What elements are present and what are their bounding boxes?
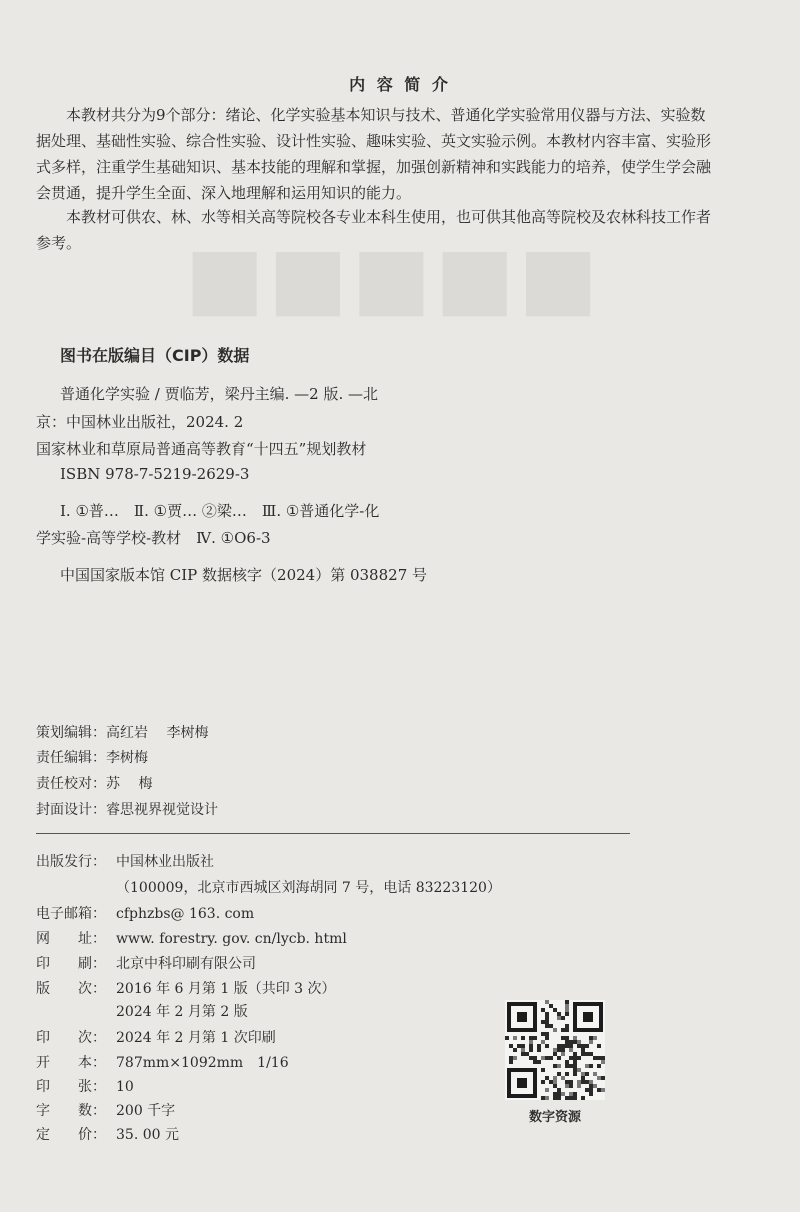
qr-module	[553, 1076, 557, 1080]
qr-module	[573, 1036, 577, 1040]
qr-module	[529, 1048, 533, 1052]
publisher-label: 出版发行：	[36, 854, 106, 870]
qr-module	[537, 1048, 541, 1052]
qr-module	[581, 1072, 585, 1076]
qr-module	[541, 1008, 545, 1012]
qr-module	[517, 1044, 521, 1048]
qr-module	[585, 1052, 589, 1056]
qr-module	[565, 1064, 569, 1068]
qr-module	[585, 1044, 589, 1048]
website-value: www. forestry. gov. cn/lycb. html	[116, 931, 347, 947]
qr-module	[601, 1088, 605, 1092]
qr-module	[593, 1056, 597, 1060]
cip-classification-1: Ⅰ. ①普… Ⅱ. ①贾… ②梁… Ⅲ. ①普通化学-化	[60, 502, 380, 520]
qr-module	[553, 1052, 557, 1056]
qr-module	[509, 1060, 513, 1064]
qr-module	[561, 1092, 565, 1096]
edition-second: 2024 年 2 月第 2 版	[116, 1004, 248, 1020]
qr-module	[553, 1080, 557, 1084]
summary-line: 据处理、基础性实验、综合性实验、设计性实验、趣味实验、英文实验示例。本教材内容丰富、实验形	[36, 132, 712, 150]
qr-module	[581, 1044, 585, 1048]
sheets-row	[36, 1076, 134, 1096]
qr-module	[573, 1064, 577, 1068]
qr-module	[545, 1036, 549, 1040]
qr-module	[557, 1056, 561, 1060]
qr-module	[577, 1044, 581, 1048]
qr-module	[505, 1036, 509, 1040]
qr-module	[565, 1028, 569, 1032]
qr-label: 数字资源	[528, 1110, 581, 1125]
credit-row	[36, 722, 208, 742]
qr-module	[553, 1064, 557, 1068]
cip-classification-2: 学实验-高等学校-教材 Ⅳ. ①O6-3	[36, 529, 271, 547]
impression-row	[36, 1027, 276, 1047]
qr-module	[545, 1000, 549, 1004]
printer-value: 北京中科印刷有限公司	[116, 956, 256, 972]
format-row	[36, 1052, 289, 1072]
qr-module	[557, 1092, 561, 1096]
qr-module	[545, 1056, 549, 1060]
qr-module	[561, 1076, 565, 1080]
bleed-through-decoration: ■■■■■	[185, 228, 602, 326]
qr-module	[537, 1060, 541, 1064]
qr-module	[529, 1044, 533, 1048]
qr-module	[565, 1000, 569, 1004]
qr-module	[565, 1024, 569, 1028]
qr-module	[565, 1004, 569, 1008]
qr-module	[601, 1076, 605, 1080]
credit-label: 封面设计：	[36, 802, 106, 818]
edition-row	[36, 978, 336, 998]
qr-module	[569, 1044, 573, 1048]
qr-module	[545, 1096, 549, 1100]
qr-module	[557, 1096, 561, 1100]
credit-value: 高红岩 李树梅	[106, 725, 209, 741]
qr-module	[557, 1072, 561, 1076]
credit-value: 李树梅	[106, 750, 148, 766]
qr-module	[601, 1056, 605, 1060]
qr-module	[585, 1064, 589, 1068]
cip-series: 国家林业和草原局普通高等教育“十四五”规划教材	[36, 440, 367, 458]
qr-module	[573, 1068, 577, 1072]
qr-module	[557, 1048, 561, 1052]
qr-module	[561, 1028, 565, 1032]
qr-module	[569, 1080, 573, 1084]
qr-module	[545, 1044, 549, 1048]
qr-module	[557, 1064, 561, 1068]
qr-module	[597, 1064, 601, 1068]
qr-module	[565, 1012, 569, 1016]
qr-module	[577, 1084, 581, 1088]
qr-module	[521, 1036, 525, 1040]
qr-module	[573, 1096, 577, 1100]
summary-line: 会贯通，提升学生全面、深入地理解和运用知识的能力。	[36, 184, 412, 202]
qr-module	[565, 1096, 569, 1100]
qr-module	[593, 1072, 597, 1076]
qr-module	[553, 1028, 557, 1032]
words-label: 字 数：	[36, 1103, 106, 1119]
credit-label: 责任校对：	[36, 776, 106, 792]
qr-module	[557, 1044, 561, 1048]
sheets-value: 10	[116, 1079, 134, 1095]
words-row	[36, 1100, 175, 1120]
qr-module	[593, 1036, 597, 1040]
qr-module	[565, 1036, 569, 1040]
format-value: 787mm×1092mm 1/16	[116, 1055, 289, 1071]
credit-value: 睿思视界视觉设计	[106, 802, 218, 818]
qr-module	[541, 1040, 545, 1044]
qr-module	[565, 1084, 569, 1088]
qr-module	[565, 1040, 569, 1044]
summary-title: 内 容 简 介	[349, 75, 451, 94]
qr-module	[597, 1044, 601, 1048]
qr-module	[577, 1040, 581, 1044]
qr-module	[589, 1080, 593, 1084]
impression-label: 印 次：	[36, 1030, 106, 1046]
divider	[36, 833, 630, 834]
qr-module	[561, 1052, 565, 1056]
qr-module	[529, 1036, 533, 1040]
qr-module	[557, 1016, 561, 1020]
credit-label: 责任编辑：	[36, 750, 106, 766]
qr-module	[509, 1056, 513, 1060]
qr-module	[545, 1020, 549, 1024]
qr-module	[545, 1016, 549, 1020]
summary-paragraph-2	[36, 204, 776, 256]
email-value: cfphzbs@ 163. com	[116, 906, 255, 922]
credit-label: 策划编辑：	[36, 725, 106, 741]
summary-line: 式多样，注重学生基础知识、基本技能的理解和掌握，加强创新精神和实践能力的培养，使学生学会融	[36, 158, 712, 176]
qr-module	[573, 1060, 577, 1064]
qr-module	[565, 1008, 569, 1012]
qr-module	[577, 1068, 581, 1072]
qr-module	[533, 1036, 537, 1040]
qr-module	[525, 1052, 529, 1056]
publisher-address: （100009，北京市西城区刘海胡同 7 号，电话 83223120）	[116, 880, 501, 896]
website-label: 网 址：	[36, 931, 106, 947]
qr-module	[509, 1044, 513, 1048]
qr-module	[589, 1092, 593, 1096]
summary-line: 参考。	[36, 234, 82, 252]
qr-module	[589, 1052, 593, 1056]
qr-module	[513, 1048, 517, 1052]
price-value: 35. 00 元	[116, 1127, 179, 1143]
qr-module	[521, 1052, 525, 1056]
qr-module	[541, 1068, 545, 1072]
qr-module	[569, 1092, 573, 1096]
publisher-row	[36, 851, 214, 871]
qr-module	[585, 1072, 589, 1076]
summary-paragraph-1	[36, 102, 776, 206]
qr-module	[589, 1064, 593, 1068]
qr-module	[529, 1040, 533, 1044]
qr-module	[537, 1044, 541, 1048]
qr-module	[601, 1060, 605, 1064]
qr-module	[561, 1044, 565, 1048]
credit-row	[36, 773, 152, 793]
qr-module	[557, 1012, 561, 1016]
qr-module	[561, 1048, 565, 1052]
cip-title: 图书在版编目（CIP）数据	[60, 346, 250, 365]
qr-module	[577, 1056, 581, 1060]
qr-module	[581, 1048, 585, 1052]
qr-module	[569, 1040, 573, 1044]
printer-row	[36, 953, 256, 973]
qr-module	[581, 1052, 585, 1056]
cip-isbn: ISBN 978-7-5219-2629-3	[60, 465, 250, 483]
qr-module	[561, 1016, 565, 1020]
qr-module	[565, 1080, 569, 1084]
qr-module	[565, 1044, 569, 1048]
qr-module	[573, 1040, 577, 1044]
credit-row	[36, 799, 218, 819]
qr-module	[545, 1012, 549, 1016]
sheets-label: 印 张：	[36, 1079, 106, 1095]
qr-module	[593, 1084, 597, 1088]
qr-module	[513, 1036, 517, 1040]
qr-module	[557, 1088, 561, 1092]
qr-module	[569, 1084, 573, 1088]
qr-module	[513, 1056, 517, 1060]
cip-record-number: 中国国家版本馆 CIP 数据核字（2024）第 038827 号	[60, 566, 428, 584]
qr-module	[573, 1052, 577, 1056]
qr-module	[541, 1080, 545, 1084]
qr-module	[533, 1060, 537, 1064]
qr-module	[553, 1092, 557, 1096]
qr-module	[569, 1064, 573, 1068]
qr-module	[549, 1004, 553, 1008]
qr-module	[585, 1080, 589, 1084]
publisher-value: 中国林业出版社	[116, 854, 214, 870]
edition-value: 2016 年 6 月第 1 版（共印 3 次）	[116, 981, 336, 997]
qr-module	[521, 1048, 525, 1052]
qr-module	[577, 1080, 581, 1084]
qr-module	[569, 1056, 573, 1060]
qr-module	[541, 1032, 545, 1036]
cip-line-1: 普通化学实验 / 贾临芳，梁丹主编. —2 版. —北	[60, 385, 378, 403]
price-row	[36, 1124, 179, 1144]
qr-module	[569, 1096, 573, 1100]
email-row	[36, 903, 254, 923]
qr-module	[529, 1056, 533, 1060]
qr-module	[597, 1088, 601, 1092]
qr-module	[589, 1088, 593, 1092]
credit-value: 苏 梅	[106, 776, 153, 792]
qr-module	[597, 1056, 601, 1060]
qr-module	[597, 1076, 601, 1080]
email-label: 电子邮箱：	[36, 906, 106, 922]
qr-module	[573, 1072, 577, 1076]
website-row	[36, 928, 347, 948]
cip-line-2: 京：中国林业出版社，2024. 2	[36, 413, 244, 431]
qr-module	[541, 1020, 545, 1024]
qr-module	[581, 1096, 585, 1100]
qr-module	[553, 1048, 557, 1052]
summary-line: 本教材可供农、林、水等相关高等院校各专业本科生使用，也可供其他高等院校及农林科技工作者	[36, 208, 712, 226]
qr-module	[553, 1096, 557, 1100]
qr-module	[589, 1084, 593, 1088]
qr-module	[521, 1044, 525, 1048]
qr-module	[549, 1080, 553, 1084]
credit-row	[36, 747, 148, 767]
summary-line: 本教材共分为9个部分：绪论、化学实验基本知识与技术、普通化学实验常用仪器与方法、实验数	[36, 106, 706, 124]
qr-module	[581, 1080, 585, 1084]
qr-code-icon[interactable]	[505, 1000, 605, 1100]
qr-module	[553, 1008, 557, 1012]
qr-module	[561, 1036, 565, 1040]
qr-module	[541, 1096, 545, 1100]
qr-module	[545, 1088, 549, 1092]
impression-value: 2024 年 2 月第 1 次印刷	[116, 1030, 276, 1046]
edition-label: 版 次：	[36, 981, 106, 997]
qr-module	[589, 1036, 593, 1040]
qr-module	[589, 1040, 593, 1044]
printer-label: 印 刷：	[36, 956, 106, 972]
qr-module	[545, 1076, 549, 1080]
qr-module	[565, 1072, 569, 1076]
qr-module	[549, 1024, 553, 1028]
words-value: 200 千字	[116, 1103, 176, 1119]
qr-module	[553, 1084, 557, 1088]
qr-module	[545, 1032, 549, 1036]
format-label: 开 本：	[36, 1055, 106, 1071]
qr-module	[549, 1056, 553, 1060]
price-label: 定 价：	[36, 1127, 106, 1143]
qr-module	[545, 1024, 549, 1028]
qr-module	[533, 1056, 537, 1060]
qr-module	[541, 1056, 545, 1060]
qr-module	[585, 1088, 589, 1092]
qr-module	[565, 1060, 569, 1064]
qr-module	[581, 1076, 585, 1080]
qr-module	[573, 1092, 577, 1096]
qr-module	[569, 1048, 573, 1052]
qr-module	[573, 1056, 577, 1060]
